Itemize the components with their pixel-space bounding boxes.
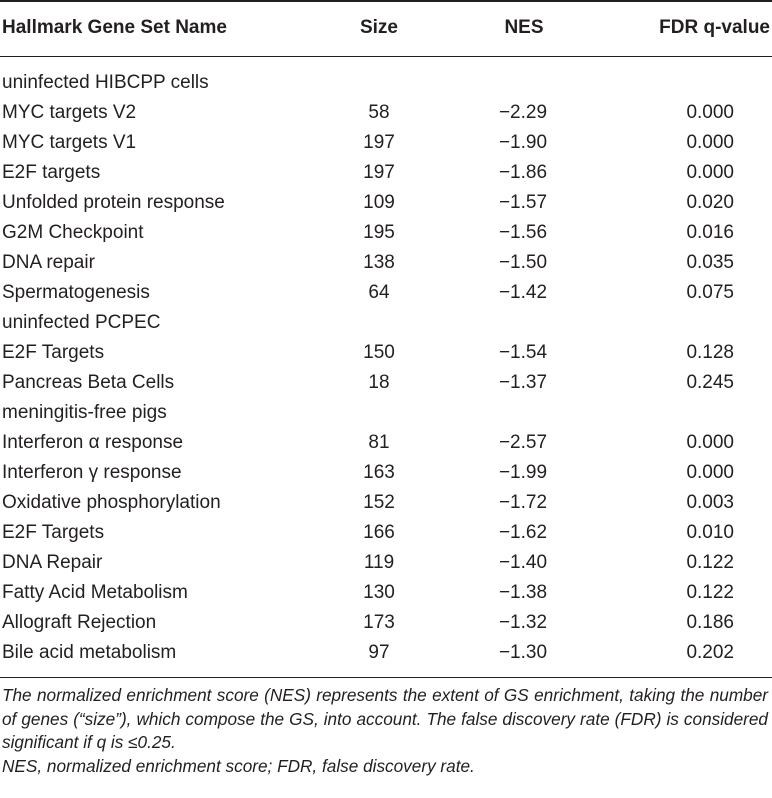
group-label: uninfected HIBCPP cells: [2, 72, 209, 93]
fdr-cell: 0.000: [686, 162, 734, 183]
gene-set-name-cell: E2F Targets: [2, 522, 105, 543]
fdr-cell: 0.003: [686, 492, 734, 513]
nes-cell: −2.57: [498, 432, 548, 453]
gene-set-name-cell: Bile acid metabolism: [2, 642, 177, 663]
gene-set-name-cell: MYC targets V2: [2, 102, 137, 123]
gene-set-name-cell: G2M Checkpoint: [2, 222, 144, 243]
size-cell: 97: [368, 642, 390, 663]
nes-cell: −1.54: [498, 342, 548, 363]
footnote-abbreviations: NES, normalized enrichment score; FDR, false discovery rate.: [2, 755, 475, 776]
table-row: [0, 368, 772, 398]
size-cell: 152: [363, 492, 395, 513]
nes-cell: −1.56: [498, 222, 548, 243]
header-nes: NES: [504, 17, 544, 38]
nes-cell: −1.38: [498, 582, 548, 603]
gene-set-name-cell: Spermatogenesis: [2, 282, 150, 303]
table-body: [0, 68, 772, 668]
nes-cell: −1.40: [498, 552, 548, 573]
nes-cell: −1.57: [498, 192, 548, 213]
gene-set-name-cell: Allograft Rejection: [2, 612, 157, 633]
gene-set-name-cell: DNA Repair: [2, 552, 103, 573]
table-row: [0, 428, 772, 458]
table-row: [0, 458, 772, 488]
fdr-cell: 0.122: [686, 582, 734, 603]
gene-set-name-cell: Pancreas Beta Cells: [2, 372, 175, 393]
nes-cell: −2.29: [498, 102, 548, 123]
table-header-rule: [0, 56, 772, 57]
nes-cell: −1.90: [498, 132, 548, 153]
table-row: [0, 98, 772, 128]
fdr-cell: 0.000: [686, 462, 734, 483]
fdr-cell: 0.020: [686, 192, 734, 213]
nes-cell: −1.37: [498, 372, 548, 393]
gene-set-name-cell: Interferon γ response: [2, 462, 182, 483]
size-cell: 197: [363, 162, 395, 183]
size-cell: 130: [363, 582, 395, 603]
fdr-cell: 0.035: [686, 252, 734, 273]
table-row: [0, 578, 772, 608]
fdr-cell: 0.000: [686, 432, 734, 453]
table-row: [0, 608, 772, 638]
size-cell: 109: [363, 192, 395, 213]
group-header-row: [0, 68, 772, 98]
size-cell: 173: [363, 612, 395, 633]
footnote-description: The normalized enrichment score (NES) represents the extent of GS enrichment, taking the number of genes (“size”), which compose the GS, into account. The false discovery rate (FDR) is considered significant if q is ≤0.25.: [2, 685, 768, 752]
table-row: [0, 158, 772, 188]
group-header-row: [0, 398, 772, 428]
size-cell: 18: [368, 372, 390, 393]
fdr-cell: 0.186: [686, 612, 734, 633]
size-cell: 119: [363, 552, 395, 573]
gene-set-name-cell: Fatty Acid Metabolism: [2, 582, 188, 603]
group-label: meningitis-free pigs: [2, 402, 167, 423]
size-cell: 195: [363, 222, 395, 243]
table-bottom-rule: [0, 677, 772, 678]
table-footnotes: [2, 684, 768, 778]
table-row: [0, 278, 772, 308]
table-row: [0, 548, 772, 578]
fdr-cell: 0.202: [686, 642, 734, 663]
table-row: [0, 218, 772, 248]
size-cell: 58: [368, 102, 390, 123]
gene-set-name-cell: E2F Targets: [2, 342, 105, 363]
fdr-cell: 0.000: [686, 102, 734, 123]
table-row: [0, 188, 772, 218]
table-row: [0, 248, 772, 278]
gene-set-name-cell: Oxidative phosphorylation: [2, 492, 221, 513]
size-cell: 166: [363, 522, 395, 543]
size-cell: 81: [368, 432, 390, 453]
group-header-row: [0, 308, 772, 338]
fdr-cell: 0.016: [686, 222, 734, 243]
fdr-cell: 0.122: [686, 552, 734, 573]
group-label: uninfected PCPEC: [2, 312, 161, 333]
size-cell: 150: [363, 342, 395, 363]
fdr-cell: 0.000: [686, 132, 734, 153]
gene-set-name-cell: Unfolded protein response: [2, 192, 225, 213]
nes-cell: −1.32: [498, 612, 548, 633]
gene-set-name-cell: DNA repair: [2, 252, 95, 273]
header-gene-set-name: Hallmark Gene Set Name: [2, 17, 227, 38]
fdr-cell: 0.128: [686, 342, 734, 363]
table-row: [0, 128, 772, 158]
size-cell: 163: [363, 462, 395, 483]
size-cell: 197: [363, 132, 395, 153]
nes-cell: −1.62: [498, 522, 548, 543]
size-cell: 64: [368, 282, 390, 303]
nes-cell: −1.72: [498, 492, 548, 513]
nes-cell: −1.86: [498, 162, 548, 183]
fdr-cell: 0.075: [686, 282, 734, 303]
header-size: Size: [359, 17, 399, 38]
gene-set-name-cell: E2F targets: [2, 162, 101, 183]
fdr-cell: 0.245: [686, 372, 734, 393]
table-row: [0, 638, 772, 668]
table-row: [0, 518, 772, 548]
size-cell: 138: [363, 252, 395, 273]
gene-set-name-cell: MYC targets V1: [2, 132, 137, 153]
nes-cell: −1.99: [498, 462, 548, 483]
table-header: [0, 0, 772, 56]
nes-cell: −1.50: [498, 252, 548, 273]
nes-cell: −1.42: [498, 282, 548, 303]
gene-set-name-cell: Interferon α response: [2, 432, 184, 453]
table-row: [0, 488, 772, 518]
nes-cell: −1.30: [498, 642, 548, 663]
table-row: [0, 338, 772, 368]
fdr-cell: 0.010: [686, 522, 734, 543]
header-fdr-q-value: FDR q-value: [659, 17, 770, 38]
